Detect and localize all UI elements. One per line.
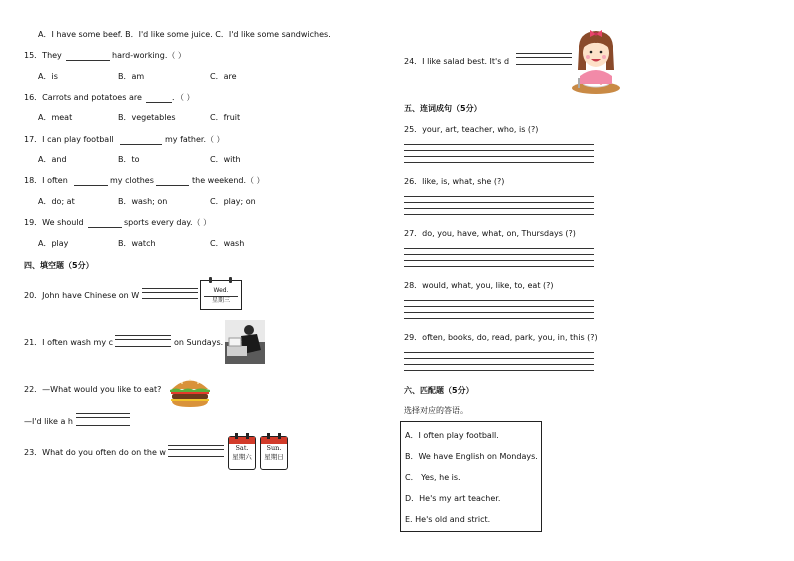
q23-blank-upper[interactable] [168,445,224,451]
q21-blank-upper[interactable] [115,335,171,341]
q17-option-b[interactable]: B．to [118,155,140,164]
sunday-calendar-icon [260,436,288,470]
q29-prompt: 29．often, books, do, read, park, you, in, this (?) [404,333,598,342]
q24-blank-lower[interactable] [516,64,572,65]
match-option-c[interactable]: C． Yes, he is. [405,473,461,482]
q15-prompt: 15．They [24,51,62,60]
q17-blank[interactable] [120,144,162,145]
q16-option-a[interactable]: A．meat [38,113,73,122]
q17-prompt: 17．I can play football [24,135,114,144]
q22-answer-prompt: —I'd like a h [24,417,73,426]
q23-blank-lower[interactable] [168,456,224,457]
matching-options-box [400,421,542,532]
q15-option-b[interactable]: B．am [118,72,145,81]
q19-option-c[interactable]: C．wash [210,239,245,248]
q15-option-c[interactable]: C．are [210,72,237,81]
q23-prompt: 23．What do you often do on the w [24,448,166,457]
wednesday-card [200,280,242,310]
q17-option-c[interactable]: C．with [210,155,241,164]
q19-prompt: 19．We should [24,218,84,227]
q18-blank-2[interactable] [156,185,189,186]
q25-writing-lines[interactable] [404,144,594,166]
q16-option-b[interactable]: B．vegetables [118,113,176,122]
q19-blank[interactable] [88,227,122,228]
q18-middle: my clothes [110,176,154,185]
saturday-zh: 星期六 [232,453,252,461]
q27-prompt: 27．do, you, have, what, on, Thursdays (?) [404,229,576,238]
q24-blank-upper[interactable] [516,53,572,59]
match-option-a[interactable]: A．I often play football. [405,431,499,440]
q28-prompt: 28．would, what, you, like, to, eat (?) [404,281,554,290]
q22-blank-upper[interactable] [76,413,130,419]
q20-blank-upper[interactable] [142,288,198,294]
q18-suffix: the weekend.（ ） [192,176,265,185]
q21-blank-lower[interactable] [115,346,171,347]
match-option-e[interactable]: E. He's old and strict. [405,515,491,524]
q20-blank-lower[interactable] [142,298,198,299]
q15-blank[interactable] [66,60,110,61]
hamburger-icon [168,374,212,408]
q28-writing-lines[interactable] [404,300,594,322]
matching-instruction: 选择对应的答语。 [404,406,468,415]
q14-options: A．I have some beef. B．I'd like some juice. C．I'd like some sandwiches. [38,30,331,39]
q18-prompt: 18．I often [24,176,68,185]
sunday-en: Sun. [266,444,282,452]
saturday-en: Sat. [235,444,249,452]
q22-prompt: 22．—What would you like to eat? [24,385,162,394]
q18-option-c[interactable]: C．play; on [210,197,256,206]
section5-heading: 五、连词成句（5分） [404,104,482,113]
q24-prompt: 24．I like salad best. It's d [404,57,510,66]
q20-prompt: 20．John have Chinese on W [24,291,140,300]
sunday-zh: 星期日 [264,453,284,461]
q16-prompt: 16．Carrots and potatoes are [24,93,142,102]
q29-writing-lines[interactable] [404,352,594,374]
q19-option-b[interactable]: B．watch [118,239,156,248]
section4-heading: 四、填空题（5分） [24,261,94,270]
girl-eating-salad-icon [570,26,622,96]
q17-option-a[interactable]: A．and [38,155,67,164]
q25-prompt: 25．your, art, teacher, who, is (?) [404,125,539,134]
section6-heading: 六、匹配题（5分） [404,386,474,395]
card-ring-icon [209,277,212,283]
saturday-calendar-icon [228,436,256,470]
q18-option-a[interactable]: A．do; at [38,197,75,206]
q18-option-b[interactable]: B．wash; on [118,197,168,206]
q19-suffix: sports every day.（ ） [124,218,212,227]
q22-blank-lower[interactable] [76,425,130,426]
q16-option-c[interactable]: C．fruit [210,113,241,122]
q26-prompt: 26．like, is, what, she (?) [404,177,505,186]
q27-writing-lines[interactable] [404,248,594,270]
q21-suffix: on Sundays. [174,338,224,347]
q18-blank-1[interactable] [74,185,108,186]
q21-prompt: 21．I often wash my c [24,338,114,347]
card-ring-icon [229,277,232,283]
q19-option-a[interactable]: A．play [38,239,69,248]
match-option-d[interactable]: D．He's my art teacher. [405,494,501,503]
q17-suffix: my father.（ ） [165,135,225,144]
q15-option-a[interactable]: A．is [38,72,58,81]
q15-suffix: hard-working.（ ） [112,51,186,60]
washing-clothes-photo-icon [225,320,265,364]
q26-writing-lines[interactable] [404,196,594,218]
card-day-en: Wed. [213,287,229,294]
q16-suffix: ．（ ） [172,93,195,102]
q16-blank[interactable] [146,102,172,103]
match-option-b[interactable]: B．We have English on Mondays. [405,452,538,461]
card-day-zh: 星期三 [204,296,238,305]
